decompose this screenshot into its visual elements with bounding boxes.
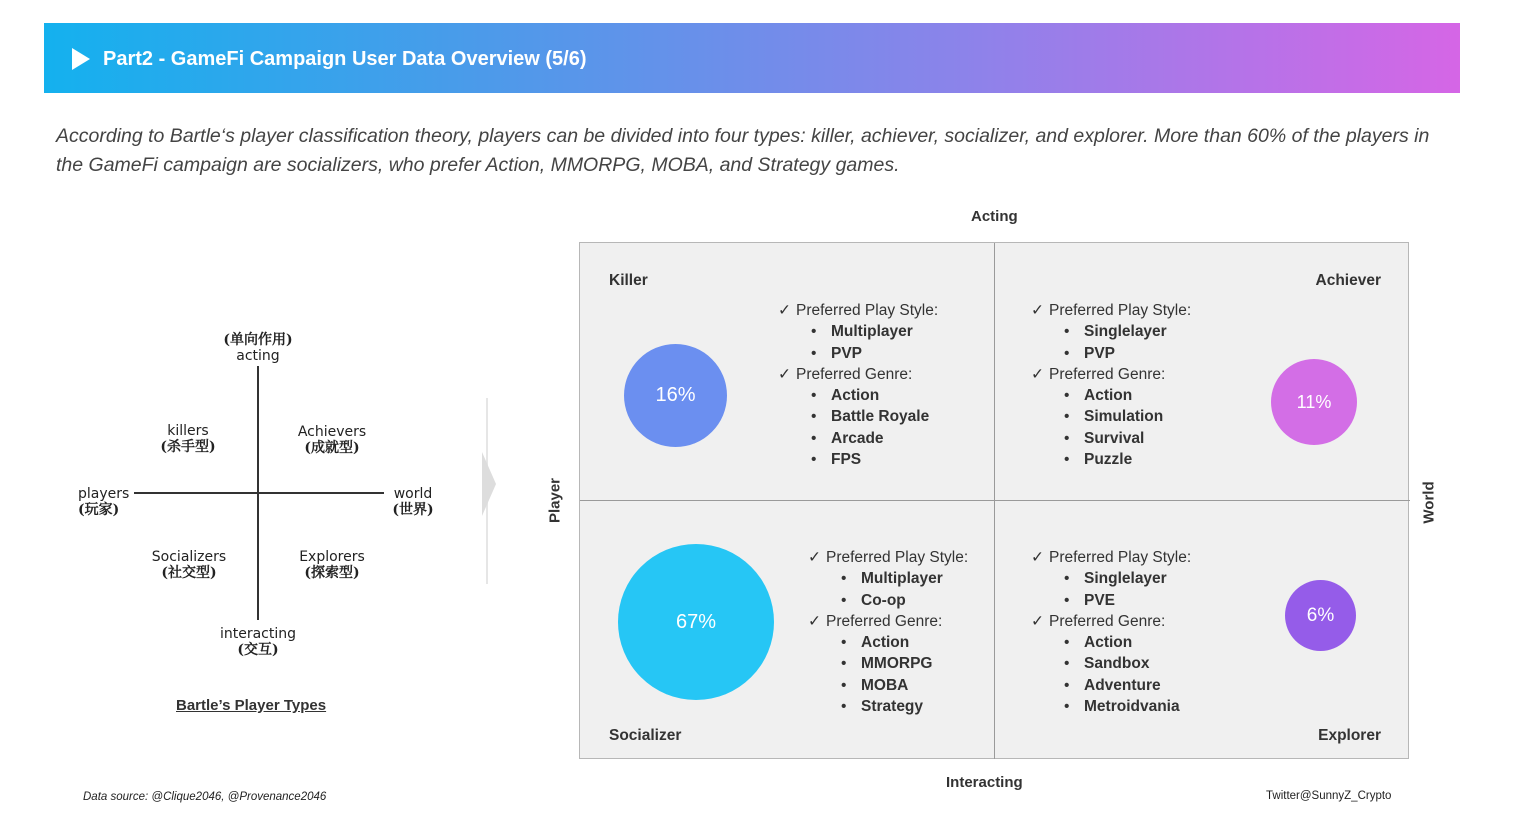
check-icon: ✓	[778, 302, 791, 319]
bartle-label-explorers: Explorers (探索型)	[299, 549, 365, 581]
page-title: Part2 - GameFi Campaign User Data Overview (5/6)	[103, 48, 587, 70]
header-banner	[44, 23, 1460, 93]
genre-items	[1031, 385, 1191, 470]
intro-text: According to Bartle‘s player classification theory, players can be divided into four types: killer, achiever, socializer, and explorer. More than 60% of the players in the GameFi campaign are socializers, who prefer Action, MMORPG, MOBA, and Strategy games.	[56, 125, 1430, 176]
list-item: • Multiplayer	[831, 321, 938, 342]
bartle-label-players: players (玩家)	[78, 486, 130, 518]
percentage-bubble: 67%	[618, 544, 774, 700]
list-item: • MOBA	[861, 675, 968, 696]
bartle-label-acting: (单向作用) acting	[223, 332, 293, 364]
quadrant-socializer	[580, 501, 995, 759]
quadrant-name: Achiever	[1315, 272, 1381, 289]
quadrant-explorer	[995, 501, 1410, 759]
genre-items	[778, 385, 938, 470]
bartle-diagram	[52, 318, 462, 673]
play-style-items	[808, 568, 968, 611]
bartle-label-world: world (世界)	[392, 486, 434, 518]
percentage-bubble: 16%	[624, 344, 727, 447]
quadrant-name: Explorer	[1318, 727, 1381, 744]
quadrant-name: Killer	[609, 272, 648, 289]
check-icon: ✓	[808, 549, 821, 566]
list-item: • Action	[861, 632, 968, 653]
check-icon: ✓	[778, 365, 791, 383]
axis-label-right: World	[1420, 481, 1438, 524]
player-type-matrix	[579, 242, 1409, 759]
genre-heading: ✓ Preferred Genre:	[808, 612, 943, 630]
percentage-bubble: 11%	[1271, 359, 1357, 445]
list-item: • Strategy	[861, 696, 968, 717]
play-triangle-icon	[72, 48, 90, 70]
play-style-heading: ✓ Preferred Play Style:	[778, 302, 939, 319]
genre-heading: ✓ Preferred Genre:	[778, 365, 913, 383]
preferences-list	[1031, 300, 1191, 470]
axis-label-top: Acting	[971, 208, 1018, 225]
preferences-list	[778, 300, 938, 470]
quadrant-killer	[580, 243, 995, 501]
list-item: • Metroidvania	[1084, 696, 1191, 717]
data-source: Data source: @Clique2046, @Provenance2046	[83, 791, 327, 803]
quadrant-achiever	[995, 243, 1410, 501]
bartle-label-socializers: Socializers (社交型)	[151, 549, 227, 581]
list-item: • Action	[1084, 632, 1191, 653]
play-style-items	[1031, 568, 1191, 611]
list-item: • Puzzle	[1084, 449, 1191, 470]
play-style-items	[1031, 321, 1191, 364]
list-item: • Action	[831, 385, 938, 406]
list-item: • FPS	[831, 449, 938, 470]
preferences-list	[1031, 547, 1191, 717]
list-item: • Adventure	[1084, 675, 1191, 696]
credit: Twitter@SunnyZ_Crypto	[1266, 790, 1392, 802]
play-style-heading: ✓ Preferred Play Style:	[1031, 549, 1192, 566]
bartle-label-achievers: Achievers (成就型)	[297, 424, 367, 456]
list-item: • Arcade	[831, 428, 938, 449]
percentage-bubble: 6%	[1285, 580, 1356, 651]
list-item: • PVP	[1084, 343, 1191, 364]
check-icon: ✓	[1031, 302, 1044, 319]
check-icon: ✓	[808, 612, 821, 630]
play-style-heading: ✓ Preferred Play Style:	[808, 549, 969, 566]
genre-items	[808, 632, 968, 717]
list-item: • MMORPG	[861, 653, 968, 674]
list-item: • PVE	[1084, 590, 1191, 611]
list-item: • Simulation	[1084, 406, 1191, 427]
axis-label-left: Player	[546, 477, 564, 524]
play-style-heading: ✓ Preferred Play Style:	[1031, 302, 1192, 319]
list-item: • Survival	[1084, 428, 1191, 449]
list-item: • Singlelayer	[1084, 568, 1191, 589]
genre-heading: ✓ Preferred Genre:	[1031, 612, 1166, 630]
list-item: • Action	[1084, 385, 1191, 406]
check-icon: ✓	[1031, 612, 1044, 630]
axis-label-bottom: Interacting	[946, 774, 1023, 791]
preferences-list	[808, 547, 968, 717]
check-icon: ✓	[1031, 365, 1044, 383]
genre-items	[1031, 632, 1191, 717]
list-item: • Multiplayer	[861, 568, 968, 589]
bartle-label-killers: killers (杀手型)	[160, 423, 216, 455]
check-icon: ✓	[1031, 549, 1044, 566]
list-item: • Co-op	[861, 590, 968, 611]
bartle-horizontal-axis	[134, 492, 384, 494]
list-item: • Sandbox	[1084, 653, 1191, 674]
genre-heading: ✓ Preferred Genre:	[1031, 365, 1166, 383]
bartle-caption: Bartle’s Player Types	[176, 697, 327, 714]
list-item: • Battle Royale	[831, 406, 938, 427]
arrow-right-icon	[482, 452, 496, 516]
quadrant-name: Socializer	[609, 727, 682, 744]
bartle-label-interacting: interacting (交互)	[219, 626, 297, 658]
list-item: • Singlelayer	[1084, 321, 1191, 342]
play-style-items	[778, 321, 938, 364]
list-item: • PVP	[831, 343, 938, 364]
